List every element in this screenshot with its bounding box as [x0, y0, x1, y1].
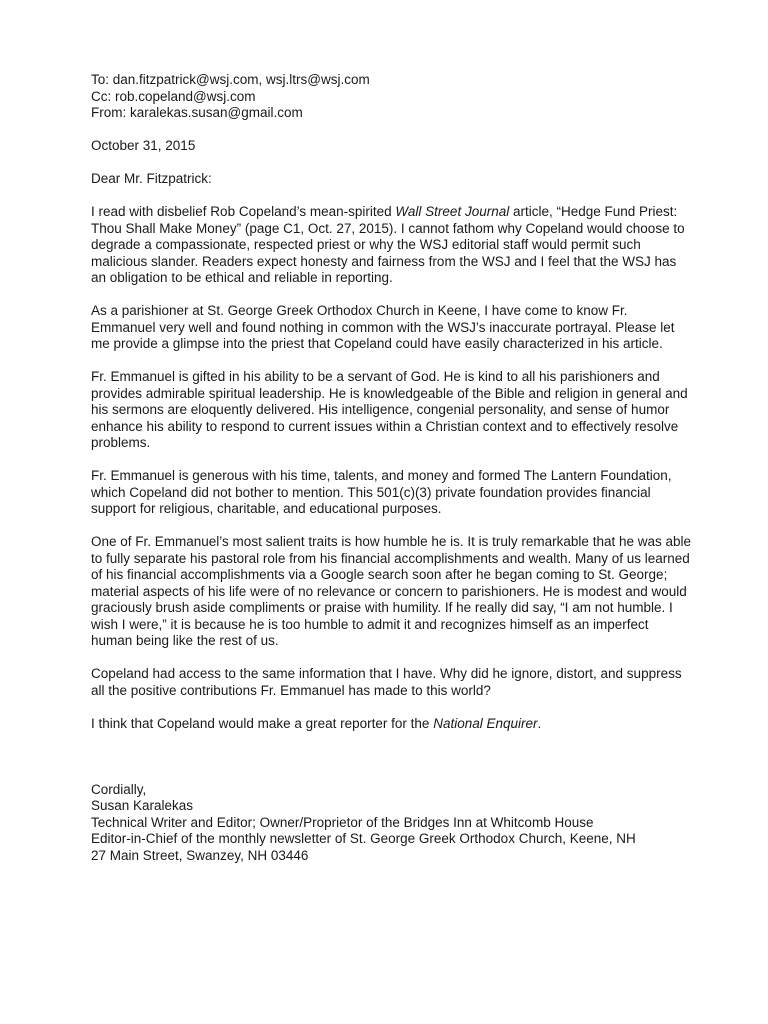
paragraph-7-publication: National Enquirer	[433, 715, 538, 731]
paragraph-7	[91, 716, 691, 733]
paragraph-1-text-a: I read with disbelief Rob Copeland’s mean-spirited	[91, 204, 396, 219]
signer-title-2: Editor-in-Chief of the monthly newsletter of St. George Greek Orthodox Church, Keene, NH	[91, 831, 636, 846]
signer-title-1: Technical Writer and Editor; Owner/Proprietor of the Bridges Inn at Whitcomb House	[91, 814, 594, 830]
letter-date: October 31, 2015	[91, 138, 196, 153]
signer-name: Susan Karalekas	[91, 798, 194, 813]
paragraph-2: As a parishioner at St. George Greek Orthodox Church in Keene, I have come to know Fr. Emmanuel very well and found nothing in common with the WSJ’s inaccurate portrayal. Please let me provide a glimpse into the priest that Copeland could have easily characterized in his article.	[91, 303, 675, 351]
cc-line: Cc: rob.copeland@wsj.com	[91, 88, 256, 104]
to-line: To: dan.fitzpatrick@wsj.com, wsj.ltrs@wsj.com	[91, 72, 370, 87]
from-line: From: karalekas.susan@gmail.com	[91, 105, 303, 120]
paragraph-4: Fr. Emmanuel is generous with his time, talents, and money and formed The Lantern Foundation, which Copeland did not bother to mention. This 501(c)(3) private foundation provides financial support for religious, charitable, and educational purposes.	[91, 468, 672, 516]
paragraph-1	[91, 204, 691, 287]
paragraph-6: Copeland had access to the same information that I have. Why did he ignore, distort, and suppress all the positive contributions Fr. Emmanuel has made to this world?	[91, 666, 682, 698]
paragraph-3: Fr. Emmanuel is gifted in his ability to be a servant of God. He is kind to all his parishioners and provides admirable spiritual leadership. He is knowledgeable of the Bible and religion in general and his sermons are eloquently delivered. His intelligence, congenial personality, and sense of humor enhance his ability to respond to current issues within a Christian context and to effectively resolve problems.	[91, 369, 688, 450]
signature-block	[91, 782, 691, 865]
letter-page	[91, 72, 691, 864]
paragraph-7-text-b: .	[537, 715, 542, 731]
signer-address: 27 Main Street, Swanzey, NH 03446	[91, 847, 309, 863]
email-header	[91, 72, 691, 122]
paragraph-5: One of Fr. Emmanuel’s most salient traits is how humble he is. It is truly remarkable that he was able to fully separate his pastoral role from his financial accomplishments and wealth. Many of us learned of his financial accomplishments via a Google search soon after he began coming to St. George; material aspects of his life were of no relevance or concern to parishioners. He is modest and would graciously brush aside compliments or praise with humility. If he really did say, “I am not humble. I wish I were,” it is because he is too humble to admit it and recognizes himself as an imperfect human being like the rest of us.	[91, 534, 692, 648]
paragraph-1-publication: Wall Street Journal	[395, 204, 510, 219]
paragraph-1-text-b: article, “Hedge Fund Priest: Thou Shall Make Money” (page C1, Oct. 27, 2015). I cannot fathom why Copeland would choose to degrade a compassionate, respected priest or why the WSJ editorial staff would permit such malicious slander. Readers expect honesty and fairness from the WSJ and I feel that the WSJ has an obligation to be ethical and reliable in reporting.	[91, 204, 685, 285]
salutation: Dear Mr. Fitzpatrick:	[91, 171, 212, 186]
closing: Cordially,	[91, 781, 147, 797]
paragraph-7-text-a: I think that Copeland would make a great reporter for the	[91, 715, 434, 731]
